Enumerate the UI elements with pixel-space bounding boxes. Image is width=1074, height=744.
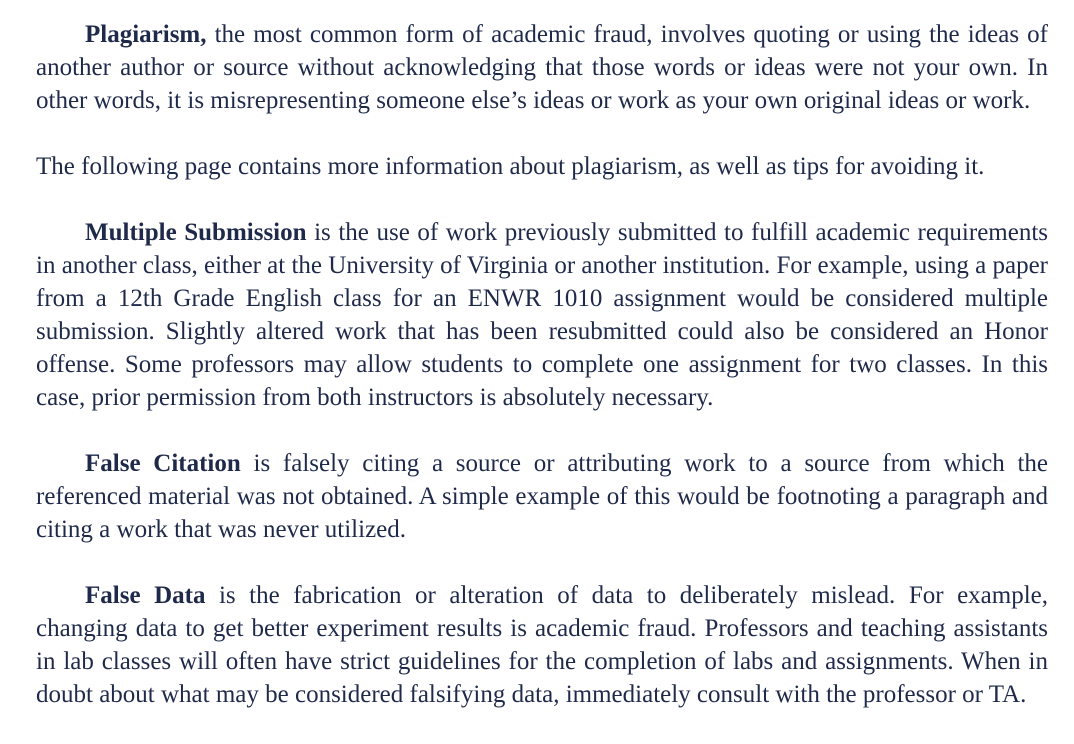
- multiple-submission-term: Multiple Submission: [85, 219, 307, 246]
- false-data-paragraph: [36, 579, 1048, 711]
- multiple-submission-paragraph: [36, 216, 1048, 414]
- document-page: [36, 18, 1048, 744]
- plagiarism-term: Plagiarism,: [85, 21, 207, 48]
- false-citation-paragraph: [36, 447, 1048, 546]
- plagiarism-paragraph: [36, 18, 1048, 117]
- false-data-definition: is the fabrication or alteration of data to deliberately mislead. For example, changing data to get better experiment results is academic fraud. Professors and teaching assistants in lab classes will often have strict guidelines for the completion of labs and assignments. When in doubt about what may be considered falsifying data, immediately consult with the professor or TA.: [36, 582, 1048, 708]
- multiple-submission-definition: is the use of work previously submitted to fulfill academic requirements in another class, either at the University of Virginia or another institution. For example, using a paper from a 12th Grade English class for an ENWR 1010 assignment would be considered multiple submission. Slightly altered work that has been resubmitted could also be considered an Honor offense. Some professors may allow students to complete one assignment for two classes. In this case, prior permission from both instructors is absolutely necessary.: [36, 219, 1049, 411]
- false-data-term: False Data: [85, 582, 206, 609]
- false-citation-term: False Citation: [85, 450, 241, 477]
- plagiarism-note: The following page contains more information about plagiarism, as well as tips for avoiding it.: [36, 153, 985, 180]
- false-citation-definition: is falsely citing a source or attributing work to a source from which the referenced material was not obtained. A simple example of this would be footnoting a paragraph and citing a work that was never utilized.: [36, 450, 1049, 543]
- plagiarism-definition: the most common form of academic fraud, involves quoting or using the ideas of another author or source without acknowledging that those words or ideas were not your own. In other words, it is misrepresenting someone else’s ideas or work as your own original ideas or work.: [36, 21, 1048, 114]
